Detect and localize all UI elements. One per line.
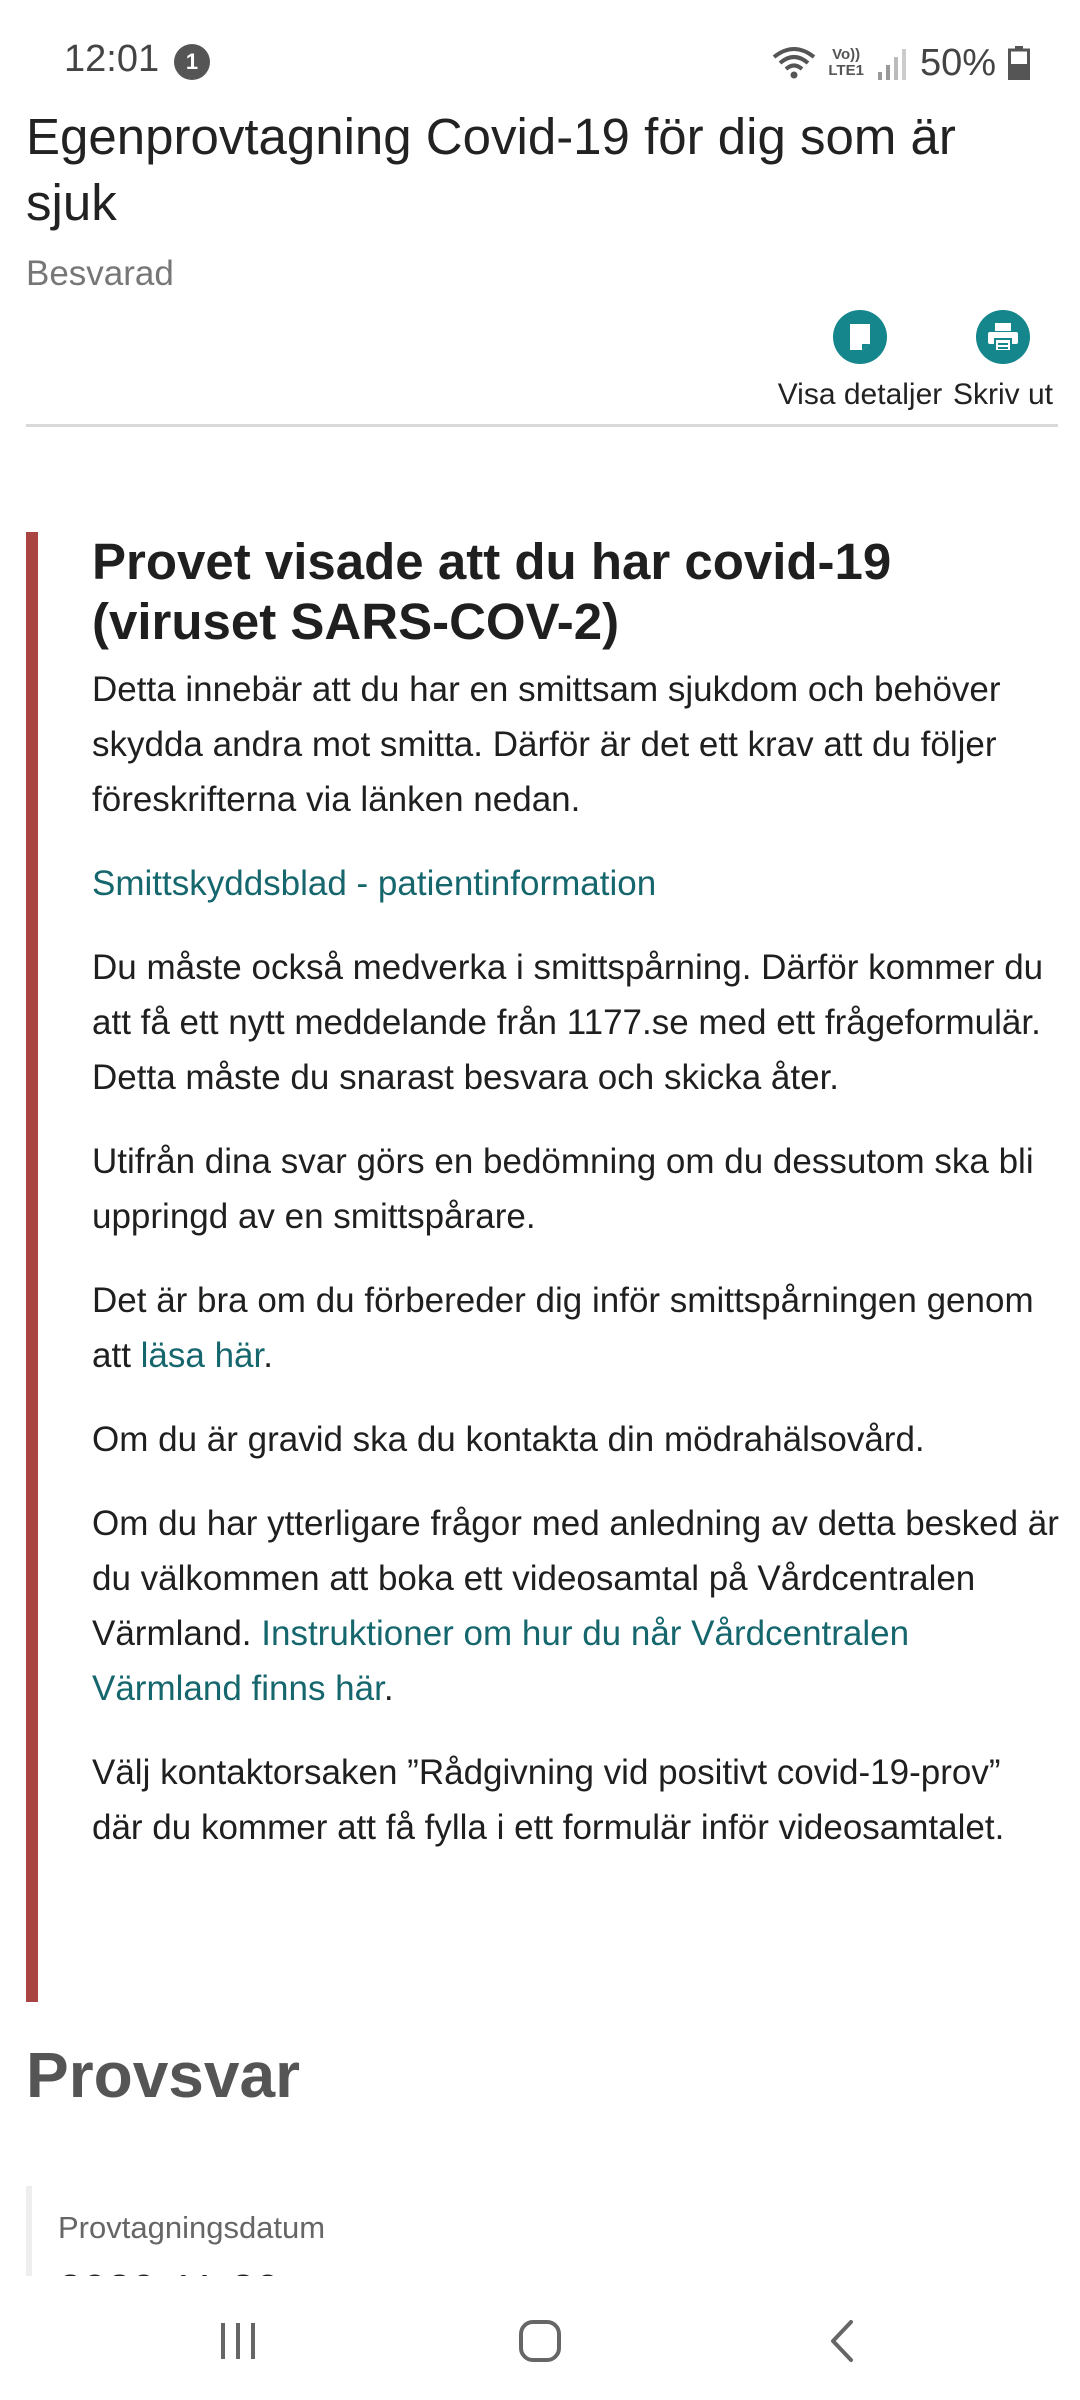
alert-heading: Provet visade att du har covid-19 (viruset SARS-COV-2) xyxy=(92,533,892,650)
alert-paragraph-1: Detta innebär att du har en smittsam sjukdom och behöver skydda andra mot smitta. Därför är det ett krav att du följer föreskrifterna via länken nedan. xyxy=(92,670,1001,819)
status-bar xyxy=(0,0,1080,120)
alert-paragraph-2: Du måste också medverka i smittspårning. Därför kommer du att få ett nytt meddelande från 1177.se med ett frågeformulär. Detta måste du snarast besvara och skicka åter. xyxy=(92,948,1044,1097)
lte-label: LTE1 xyxy=(828,62,864,79)
smittskyddsblad-link[interactable]: Smittskyddsblad - patientinformation xyxy=(92,864,657,903)
header-divider xyxy=(26,424,1058,427)
alert-accent-bar xyxy=(26,532,38,2002)
printer-icon xyxy=(976,310,1030,364)
back-icon xyxy=(827,2319,857,2363)
alert-paragraph-4-suffix: . xyxy=(263,1336,273,1375)
signal-icon xyxy=(876,46,908,80)
result-alert xyxy=(92,532,1060,1855)
battery-percent: 50% xyxy=(919,41,996,84)
notification-badge: 1 xyxy=(174,44,210,80)
recent-apps-icon xyxy=(218,2321,258,2361)
sample-date-label: Provtagningsdatum xyxy=(58,2210,326,2245)
details-icon xyxy=(833,310,887,364)
alert-paragraph-7: Välj kontaktorsaken ”Rådgivning vid positivt covid-19-prov” där du kommer att få fylla i ett formulär inför videosamtalet. xyxy=(92,1753,1005,1847)
alert-paragraph-6-suffix: . xyxy=(383,1669,394,1708)
page-title: Egenprovtagning Covid-19 för dig som är sjuk xyxy=(26,108,956,231)
wifi-icon xyxy=(772,45,816,81)
alert-paragraph-4-text: Det är bra om du förbereder dig inför smittspårningen genom att xyxy=(92,1281,1034,1375)
print-label: Skriv ut xyxy=(952,378,1054,411)
back-button[interactable] xyxy=(812,2316,872,2366)
alert-paragraph-4 xyxy=(92,1273,1060,1383)
alert-paragraph-link xyxy=(92,856,1060,911)
vardcentralen-instructions-link[interactable]: Instruktioner om hur du når Vårdcentralen Värmland finns här xyxy=(92,1614,910,1708)
alert-paragraph-6 xyxy=(92,1496,1060,1716)
status-icons xyxy=(772,38,1030,88)
home-button[interactable] xyxy=(510,2316,570,2366)
home-icon xyxy=(518,2319,562,2363)
volte-indicator xyxy=(828,47,864,79)
alert-paragraph-5: Om du är gravid ska du kontakta din mödrahälsovård. xyxy=(92,1420,925,1459)
print-button[interactable] xyxy=(950,310,1056,412)
alert-paragraph-3: Utifrån dina svar görs en bedömning om du dessutom ska bli uppringd av en smittspårare. xyxy=(92,1142,1034,1236)
status-time: 12:01 xyxy=(64,38,160,80)
read-here-link[interactable]: läsa här xyxy=(140,1336,264,1375)
results-section-title: Provsvar xyxy=(26,2039,300,2111)
sample-date-field xyxy=(26,2186,1058,2286)
system-nav-bar xyxy=(0,2276,1080,2400)
volte-label: Vo)) xyxy=(832,46,861,63)
battery-icon xyxy=(1008,46,1030,80)
alert-paragraph-6-text: Om du har ytterligare frågor med anledning av detta besked är du välkommen att boka ett videosamtal på Vårdcentralen Värmland. xyxy=(92,1504,1059,1653)
answer-status: Besvarad xyxy=(26,254,174,293)
show-details-button[interactable] xyxy=(758,310,962,412)
show-details-label: Visa detaljer xyxy=(777,378,943,411)
recent-apps-button[interactable] xyxy=(208,2316,268,2366)
